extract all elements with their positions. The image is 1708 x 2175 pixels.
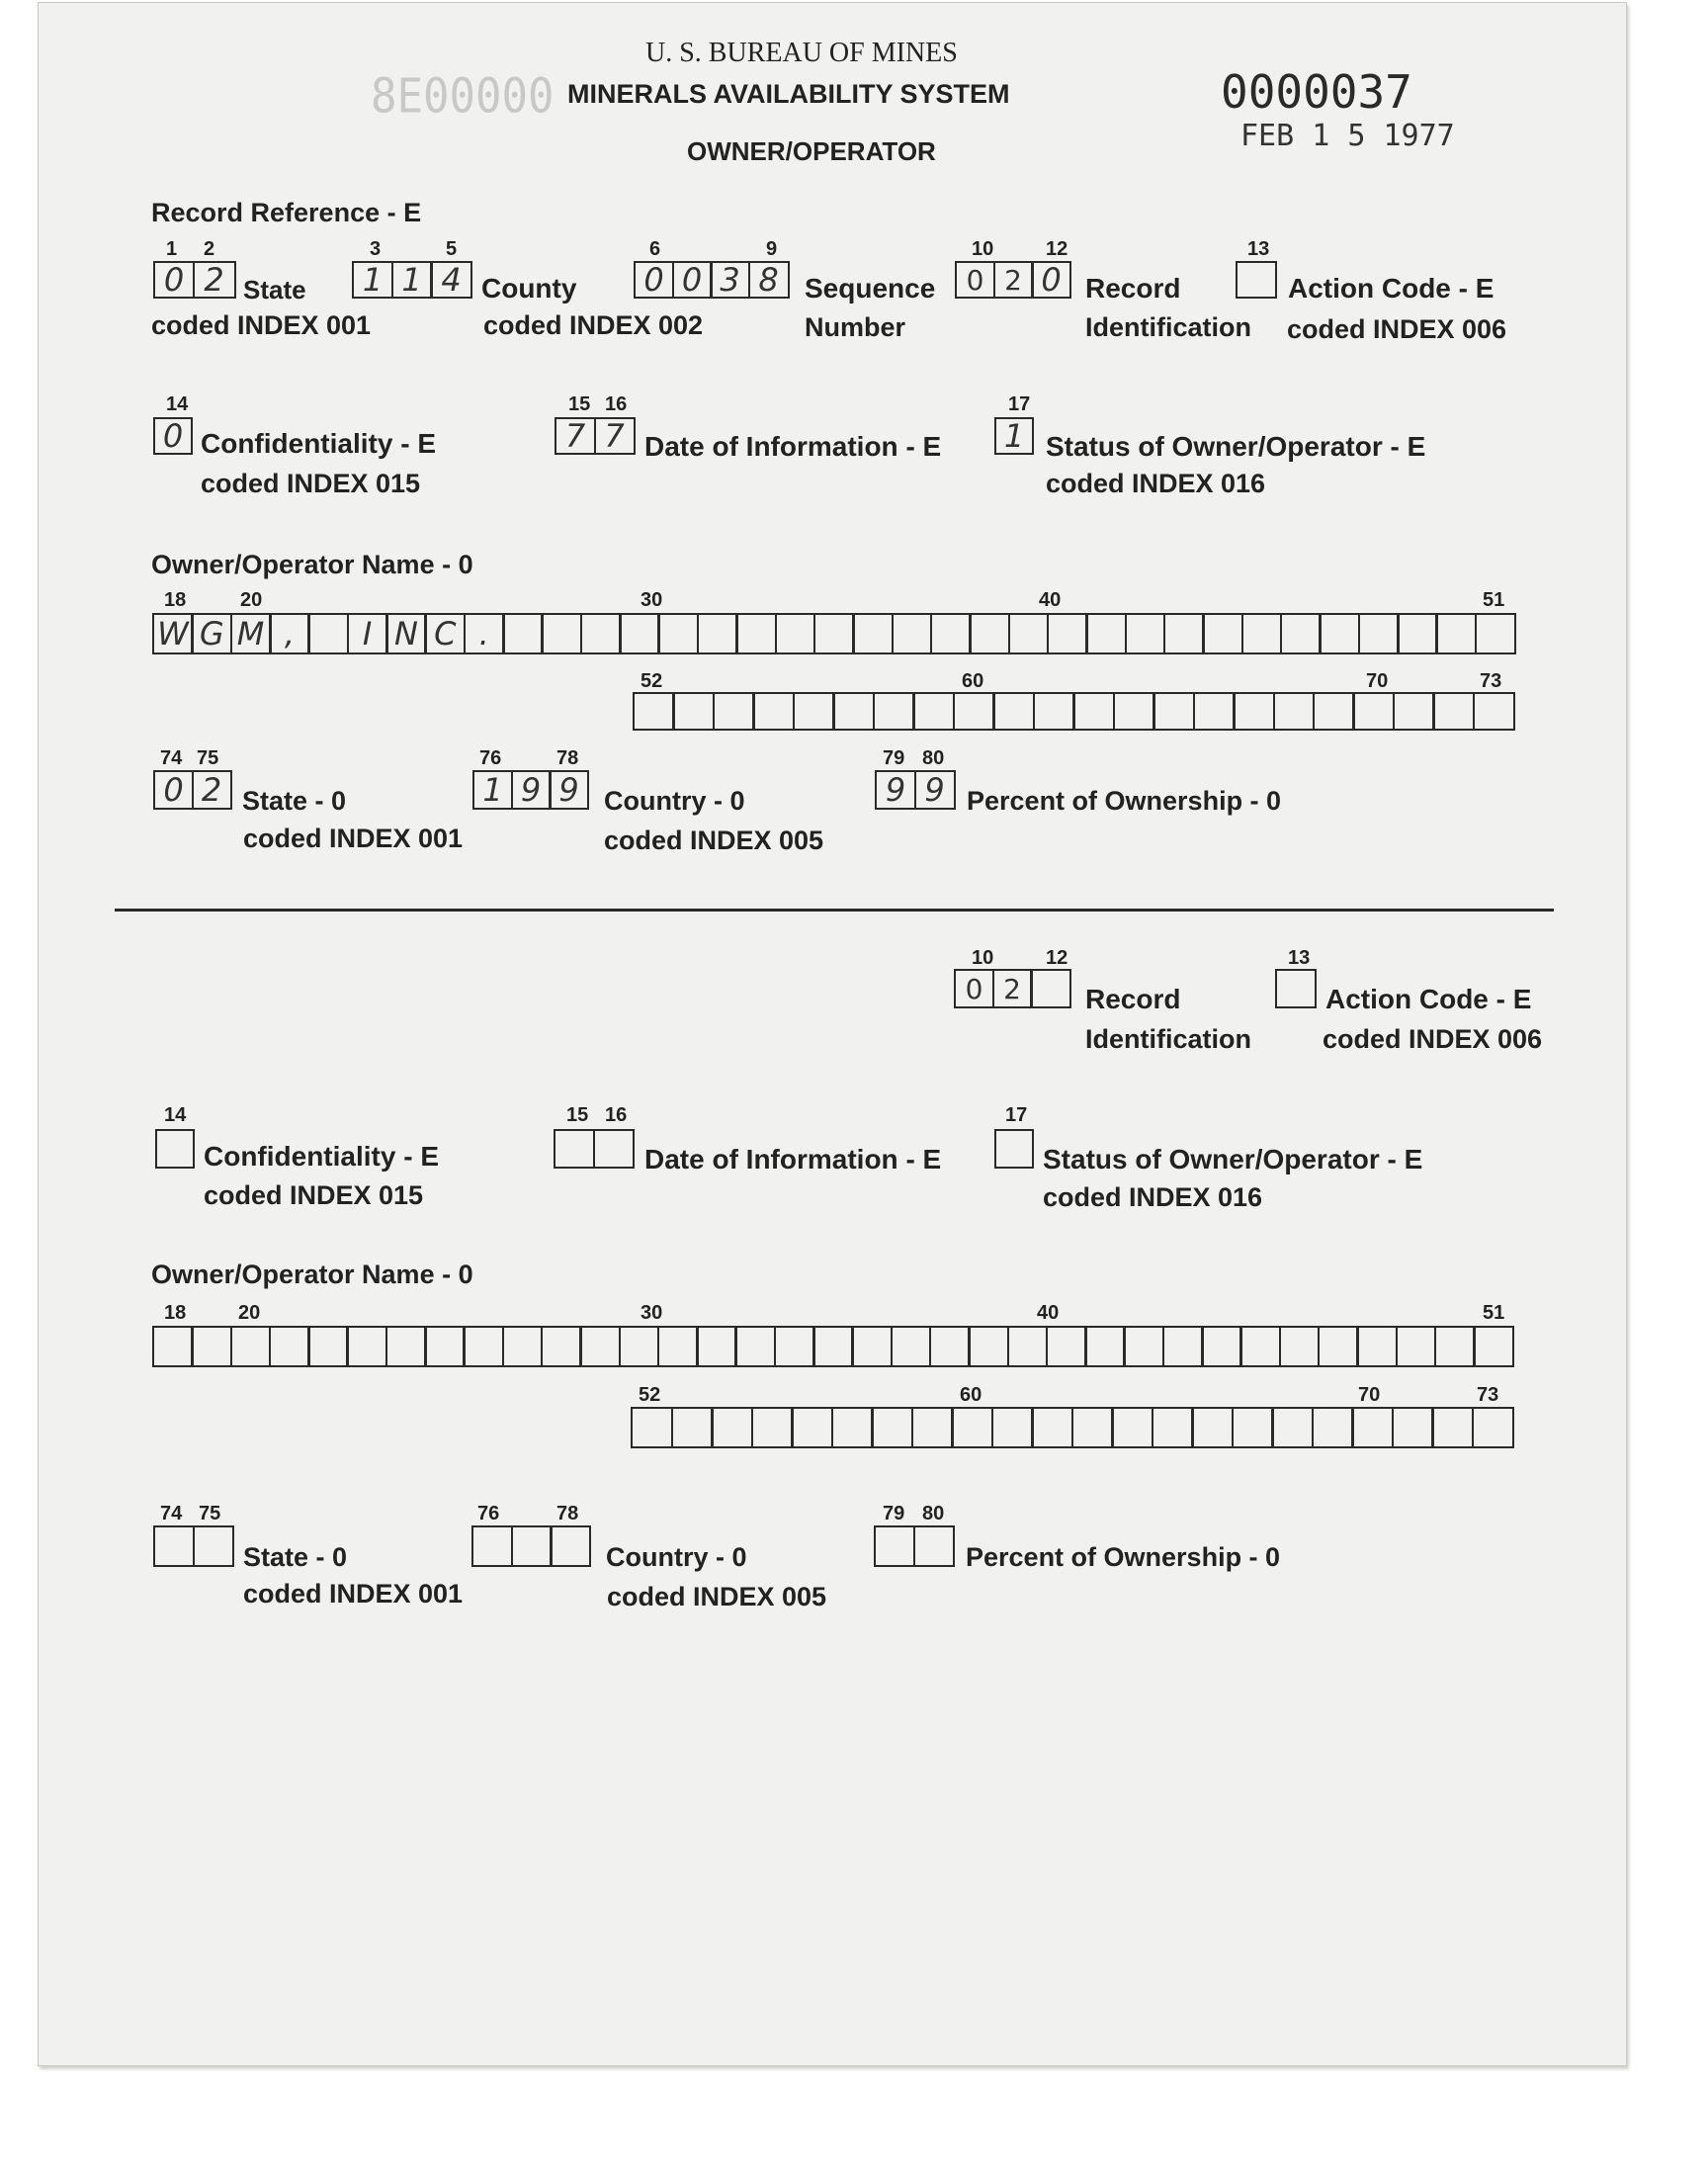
name-char-box[interactable]	[502, 613, 544, 654]
county-digit-box[interactable]: 4	[430, 261, 472, 299]
col-number: 40	[1039, 589, 1062, 611]
action-code-digit-box[interactable]	[1236, 261, 1277, 299]
status-coded-label: coded INDEX 016	[1043, 1182, 1263, 1212]
owner-name-line2-boxes[interactable]	[633, 692, 1515, 731]
sequence-label: Sequence	[805, 273, 936, 304]
county-digit-box[interactable]: 1	[352, 261, 393, 299]
name-char-box[interactable]	[775, 613, 816, 654]
name-char-box[interactable]	[751, 1407, 794, 1448]
state-coded-label: coded INDEX 001	[151, 310, 372, 340]
state-o-digit-box[interactable]	[193, 1525, 234, 1567]
col-number: 14	[166, 393, 189, 415]
action-code-label: Action Code - E	[1325, 984, 1532, 1014]
percent-digit-box[interactable]	[913, 1525, 955, 1567]
col-number: 16	[605, 1104, 628, 1126]
owner-name-label: Owner/Operator Name - 0	[151, 1260, 473, 1289]
name-char-box[interactable]	[385, 1326, 427, 1367]
name-char-box[interactable]	[579, 1326, 621, 1367]
name-char-box[interactable]	[1191, 1407, 1234, 1448]
col-number: 51	[1483, 1302, 1505, 1324]
col-number: 16	[605, 393, 628, 415]
name-char-box[interactable]	[1358, 613, 1400, 654]
name-char-box[interactable]	[991, 1407, 1034, 1448]
col-number: 52	[640, 670, 663, 692]
country-coded-label: coded INDEX 005	[607, 1582, 827, 1611]
name-char-box[interactable]	[735, 613, 777, 654]
name-char-box[interactable]	[1356, 1326, 1398, 1367]
name-char-box[interactable]	[1434, 1326, 1476, 1367]
name-char-box[interactable]	[1318, 1326, 1359, 1367]
county-coded-label: coded INDEX 002	[483, 310, 704, 340]
confidentiality-box-2[interactable]	[155, 1129, 195, 1169]
sequence-number-label: Number	[805, 312, 906, 342]
col-number: 20	[240, 589, 263, 611]
confidentiality-coded-label: coded INDEX 015	[204, 1180, 424, 1210]
percent-digit-box[interactable]: 9	[914, 770, 956, 810]
col-number: 18	[164, 1302, 187, 1324]
col-number: 13	[1247, 238, 1270, 260]
state-digit-box[interactable]: 2	[193, 261, 236, 299]
name-char-box[interactable]	[852, 613, 894, 654]
name-char-box[interactable]	[1393, 692, 1435, 731]
sequence-boxes[interactable]	[634, 261, 794, 299]
col-number: 15	[568, 393, 591, 415]
owner-name-line2-boxes-2[interactable]	[631, 1407, 1514, 1448]
name-char-box[interactable]	[1202, 613, 1243, 654]
date-digit-box[interactable]	[554, 1129, 595, 1169]
col-number: 74	[160, 1503, 183, 1524]
date-of-information-label: Date of Information - E	[644, 431, 942, 462]
state-o-digit-box[interactable]	[153, 1525, 195, 1567]
col-number: 60	[960, 1384, 982, 1406]
name-char-box[interactable]	[230, 1326, 272, 1367]
action-code-digit-box[interactable]	[1275, 969, 1317, 1008]
county-boxes[interactable]	[352, 261, 473, 299]
name-char-box[interactable]	[619, 1326, 660, 1367]
sequence-digit-box[interactable]: 8	[748, 261, 790, 299]
state-o-boxes[interactable]	[153, 770, 232, 810]
name-char-box[interactable]	[307, 613, 349, 654]
action-code-label: Action Code - E	[1288, 273, 1494, 304]
name-char-box[interactable]	[1473, 692, 1515, 731]
name-char-box[interactable]	[1047, 613, 1088, 654]
name-char-box[interactable]	[711, 1407, 753, 1448]
name-char-box[interactable]: W	[152, 613, 194, 654]
name-char-box[interactable]: C	[424, 613, 466, 654]
name-char-box[interactable]	[1201, 1326, 1242, 1367]
col-number: 40	[1037, 1302, 1060, 1324]
col-number: 75	[197, 747, 219, 769]
name-char-box[interactable]: I	[347, 613, 388, 654]
name-char-box[interactable]	[1033, 692, 1075, 731]
state-boxes[interactable]	[153, 261, 236, 299]
name-char-box[interactable]	[1352, 692, 1395, 731]
col-number: 10	[972, 238, 994, 260]
name-char-box[interactable]	[1313, 692, 1355, 731]
record-id-boxes[interactable]	[955, 261, 1074, 299]
form-section-title: OWNER/OPERATOR	[687, 136, 936, 166]
action-code-box-2[interactable]	[1275, 969, 1317, 1008]
col-number: 80	[922, 747, 945, 769]
col-number: 79	[883, 747, 905, 769]
name-char-box[interactable]	[269, 1326, 310, 1367]
col-number: 9	[766, 238, 778, 260]
record-id-digit-box[interactable]: 2	[992, 969, 1033, 1008]
col-number: 52	[639, 1384, 661, 1406]
confidentiality-label: Confidentiality - E	[204, 1141, 439, 1172]
name-char-box[interactable]	[929, 1326, 971, 1367]
sequence-digit-box[interactable]: 0	[634, 261, 674, 299]
percent-boxes[interactable]	[875, 770, 956, 810]
name-char-box[interactable]	[1084, 1326, 1126, 1367]
name-char-box[interactable]	[1435, 613, 1477, 654]
record-identification-label: Identification	[1085, 312, 1251, 342]
col-number: 12	[1046, 947, 1068, 969]
form-system-title: MINERALS AVAILABILITY SYSTEM	[567, 79, 1010, 109]
date-stamp: FEB 1 5 1977	[1240, 119, 1455, 153]
record-label: Record	[1085, 273, 1181, 304]
col-number: 74	[160, 747, 183, 769]
name-char-box[interactable]	[1312, 1407, 1354, 1448]
name-char-box[interactable]	[1111, 1407, 1153, 1448]
owner-name-label: Owner/Operator Name - 0	[151, 550, 473, 579]
col-number: 75	[199, 1503, 221, 1524]
name-char-box[interactable]	[1271, 1407, 1314, 1448]
country-label: Country - 0	[606, 1542, 747, 1572]
date-of-information-boxes[interactable]	[555, 417, 636, 455]
name-char-box[interactable]	[734, 1326, 776, 1367]
col-number: 1	[166, 238, 178, 260]
name-char-box[interactable]	[1072, 692, 1115, 731]
action-coded-label: coded INDEX 006	[1287, 314, 1507, 344]
owner-name-line1-boxes[interactable]	[152, 613, 1516, 654]
record-id-boxes-2[interactable]	[954, 969, 1074, 1008]
name-char-box[interactable]	[657, 1326, 699, 1367]
col-number: 12	[1046, 238, 1068, 260]
name-char-box[interactable]	[1475, 613, 1516, 654]
name-char-box[interactable]	[307, 1326, 349, 1367]
name-char-box[interactable]	[1397, 613, 1438, 654]
confidentiality-label: Confidentiality - E	[201, 428, 436, 459]
document-number-stamp: 0000037	[1221, 65, 1412, 119]
name-char-box[interactable]	[1279, 1326, 1321, 1367]
name-char-box[interactable]	[1396, 1326, 1437, 1367]
name-char-box[interactable]	[1162, 1326, 1204, 1367]
col-number: 2	[204, 238, 215, 260]
col-number: 17	[1005, 1104, 1028, 1126]
state-label: State	[243, 275, 306, 304]
country-label: Country - 0	[604, 786, 745, 816]
name-char-box[interactable]: N	[385, 613, 427, 654]
col-number: 18	[164, 589, 187, 611]
col-number: 10	[972, 947, 994, 969]
name-char-box[interactable]	[1280, 613, 1322, 654]
col-number: 30	[640, 589, 663, 611]
col-number: 3	[370, 238, 382, 260]
name-char-box[interactable]	[892, 613, 933, 654]
record-id-digit-box[interactable]	[1030, 969, 1071, 1008]
name-char-box[interactable]	[912, 692, 955, 731]
name-char-box[interactable]	[774, 1326, 815, 1367]
county-digit-box[interactable]: 1	[391, 261, 433, 299]
name-char-box[interactable]	[697, 613, 738, 654]
name-char-box[interactable]	[871, 1407, 913, 1448]
sequence-digit-box[interactable]: 3	[710, 261, 750, 299]
name-char-box[interactable]	[791, 1407, 833, 1448]
county-label: County	[481, 273, 577, 304]
name-char-box[interactable]	[152, 1326, 194, 1367]
col-number: 30	[640, 1302, 663, 1324]
status-box[interactable]	[994, 417, 1034, 455]
name-char-box[interactable]	[1193, 692, 1236, 731]
col-number: 79	[883, 1503, 905, 1524]
status-label: Status of Owner/Operator - E	[1043, 1144, 1423, 1174]
name-char-box[interactable]	[813, 613, 855, 654]
col-number: 14	[164, 1104, 187, 1126]
name-char-box[interactable]	[657, 613, 699, 654]
name-char-box[interactable]	[1319, 613, 1360, 654]
name-char-box[interactable]	[1071, 1407, 1114, 1448]
name-char-box[interactable]	[1113, 692, 1155, 731]
country-digit-box[interactable]	[550, 1525, 591, 1567]
confidentiality-box[interactable]	[153, 417, 193, 455]
record-reference-label: Record Reference - E	[151, 198, 422, 227]
state-o-label: State - 0	[243, 1542, 348, 1572]
section-divider	[115, 909, 1554, 912]
percent-label: Percent of Ownership - 0	[966, 1542, 1281, 1572]
name-char-box[interactable]	[851, 1326, 893, 1367]
col-number: 76	[479, 747, 502, 769]
name-char-box[interactable]	[1473, 1326, 1514, 1367]
col-number: 76	[477, 1503, 500, 1524]
country-coded-label: coded INDEX 005	[604, 826, 824, 855]
name-char-box[interactable]	[346, 1326, 387, 1367]
name-char-box[interactable]	[951, 1407, 993, 1448]
status-coded-label: coded INDEX 016	[1046, 469, 1266, 498]
name-char-box[interactable]	[671, 1407, 714, 1448]
col-number: 13	[1288, 947, 1311, 969]
faded-stamp-number: 8E00000	[371, 68, 555, 125]
name-char-box[interactable]	[696, 1326, 737, 1367]
country-boxes[interactable]	[472, 770, 592, 810]
name-char-box[interactable]	[1239, 1326, 1281, 1367]
record-id-digit-box[interactable]: 0	[955, 261, 995, 299]
record-label: Record	[1085, 984, 1181, 1014]
col-number: 60	[962, 670, 984, 692]
name-char-box[interactable]	[1163, 613, 1205, 654]
name-char-box[interactable]	[541, 613, 582, 654]
record-id-digit-box[interactable]: 0	[1031, 261, 1071, 299]
percent-digit-box[interactable]	[874, 1525, 915, 1567]
date-of-information-boxes-2[interactable]	[554, 1129, 635, 1169]
name-char-box[interactable]	[1007, 1326, 1049, 1367]
name-char-box[interactable]	[1031, 1407, 1073, 1448]
name-char-box[interactable]	[672, 692, 715, 731]
col-number: 70	[1358, 1384, 1381, 1406]
name-char-box[interactable]	[1125, 613, 1166, 654]
name-char-box[interactable]	[968, 1326, 1009, 1367]
form-agency-title: U. S. BUREAU OF MINES	[645, 38, 958, 68]
country-digit-box[interactable]	[471, 1525, 513, 1567]
name-char-box[interactable]	[1123, 1326, 1164, 1367]
state-digit-box[interactable]: 0	[153, 261, 195, 299]
col-number: 70	[1366, 670, 1389, 692]
country-digit-box[interactable]: 9	[511, 770, 552, 810]
percent-digit-box[interactable]: 9	[875, 770, 916, 810]
name-char-box[interactable]	[1232, 1407, 1274, 1448]
state-o-digit-box[interactable]: 2	[192, 770, 232, 810]
percent-boxes-2[interactable]	[874, 1525, 955, 1567]
record-id-digit-box[interactable]: 2	[993, 261, 1034, 299]
confidentiality-coded-label: coded INDEX 015	[201, 469, 421, 498]
confidentiality-digit-box[interactable]: 0	[153, 417, 193, 455]
name-char-box[interactable]	[463, 1326, 504, 1367]
col-number: 73	[1477, 1384, 1499, 1406]
name-char-box[interactable]	[832, 692, 875, 731]
state-o-coded-label: coded INDEX 001	[243, 824, 464, 853]
name-char-box[interactable]	[713, 692, 755, 731]
name-char-box[interactable]	[812, 1326, 854, 1367]
status-box-2[interactable]	[994, 1129, 1034, 1169]
name-char-box[interactable]	[424, 1326, 466, 1367]
name-char-box[interactable]	[1392, 1407, 1434, 1448]
state-o-digit-box[interactable]: 0	[153, 770, 194, 810]
name-char-box[interactable]	[831, 1407, 874, 1448]
name-char-box[interactable]	[191, 1326, 232, 1367]
name-char-box[interactable]	[930, 613, 972, 654]
name-char-box[interactable]	[1046, 1326, 1087, 1367]
col-number: 73	[1480, 670, 1502, 692]
name-char-box[interactable]	[1351, 1407, 1394, 1448]
col-number: 6	[649, 238, 661, 260]
date-digit-box[interactable]	[593, 1129, 635, 1169]
country-digit-box[interactable]	[511, 1525, 553, 1567]
status-digit-box[interactable]: 1	[994, 417, 1034, 455]
name-char-box[interactable]	[502, 1326, 544, 1367]
owner-name-line1-boxes-2[interactable]	[152, 1326, 1514, 1367]
record-identification-label: Identification	[1085, 1024, 1251, 1054]
country-digit-box[interactable]: 1	[472, 770, 513, 810]
name-char-box[interactable]	[1152, 1407, 1194, 1448]
name-char-box[interactable]	[793, 692, 835, 731]
name-char-box[interactable]	[891, 1326, 932, 1367]
name-char-box[interactable]	[752, 692, 795, 731]
name-char-box[interactable]	[992, 692, 1035, 731]
col-number: 20	[238, 1302, 261, 1324]
name-char-box[interactable]	[873, 692, 915, 731]
name-char-box[interactable]	[1472, 1407, 1514, 1448]
name-char-box[interactable]	[1233, 692, 1275, 731]
name-char-box[interactable]	[580, 613, 622, 654]
state-o-coded-label: coded INDEX 001	[243, 1579, 464, 1609]
col-number: 80	[922, 1503, 945, 1524]
col-number: 15	[566, 1104, 589, 1126]
col-number: 17	[1008, 393, 1031, 415]
col-number: 78	[556, 747, 579, 769]
status-label: Status of Owner/Operator - E	[1046, 431, 1426, 462]
name-char-box[interactable]	[1431, 1407, 1474, 1448]
name-char-box[interactable]: ,	[269, 613, 310, 654]
date-digit-box[interactable]: 7	[555, 417, 596, 455]
name-char-box[interactable]: M	[230, 613, 272, 654]
state-o-boxes-2[interactable]	[153, 1525, 234, 1567]
name-char-box[interactable]	[1273, 692, 1316, 731]
date-of-information-label: Date of Information - E	[644, 1144, 942, 1174]
country-boxes-2[interactable]	[471, 1525, 594, 1567]
col-number: 78	[556, 1503, 579, 1524]
name-char-box[interactable]	[1085, 613, 1127, 654]
state-o-label: State - 0	[242, 786, 347, 816]
name-char-box[interactable]	[953, 692, 995, 731]
percent-label: Percent of Ownership - 0	[967, 786, 1282, 816]
status-digit-box[interactable]	[994, 1129, 1034, 1169]
country-digit-box[interactable]: 9	[549, 770, 589, 810]
name-char-box[interactable]	[1153, 692, 1195, 731]
name-char-box[interactable]	[619, 613, 660, 654]
confidentiality-digit-box[interactable]	[155, 1129, 195, 1169]
col-number: 5	[446, 238, 458, 260]
name-char-box[interactable]	[633, 692, 675, 731]
name-char-box[interactable]	[969, 613, 1010, 654]
name-char-box[interactable]: G	[191, 613, 232, 654]
record-id-digit-box[interactable]: 0	[954, 969, 994, 1008]
name-char-box[interactable]	[911, 1407, 954, 1448]
name-char-box[interactable]	[631, 1407, 673, 1448]
name-char-box[interactable]	[1432, 692, 1475, 731]
name-char-box[interactable]	[1008, 613, 1050, 654]
date-digit-box[interactable]: 7	[594, 417, 636, 455]
sequence-digit-box[interactable]: 0	[672, 261, 713, 299]
col-number: 51	[1483, 589, 1505, 611]
name-char-box[interactable]	[1241, 613, 1283, 654]
action-code-box[interactable]	[1236, 261, 1277, 299]
name-char-box[interactable]	[541, 1326, 582, 1367]
action-coded-label: coded INDEX 006	[1323, 1024, 1543, 1054]
name-char-box[interactable]: .	[464, 613, 505, 654]
